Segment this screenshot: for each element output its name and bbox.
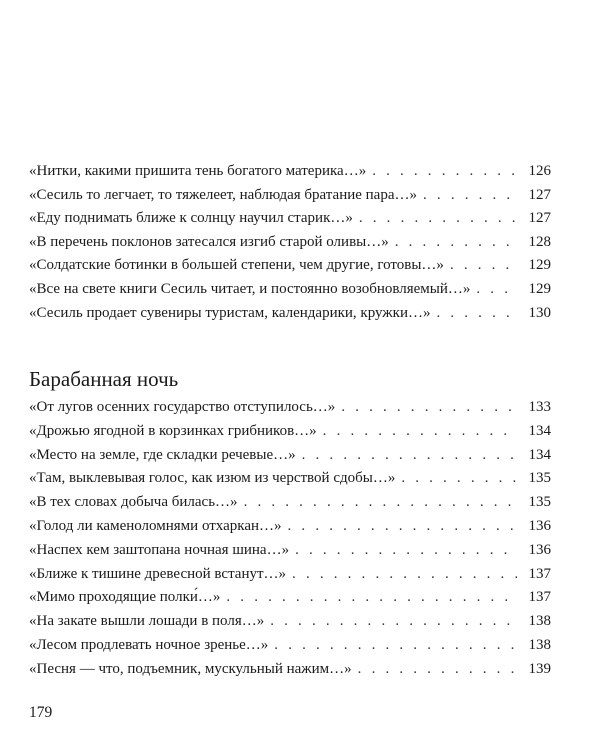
- toc-entry-page: 137: [528, 565, 551, 582]
- toc-entry-title: «Нитки, какими пришита тень богатого материка…»: [29, 163, 367, 179]
- dot-leader: [423, 187, 517, 204]
- toc-entry-title: «Песня — что, подъемник, мускульный нажим…»: [29, 660, 352, 677]
- toc-entry: [29, 423, 551, 447]
- toc-entry: [29, 281, 551, 305]
- toc-entry-page: 127: [528, 186, 551, 203]
- dot-leader: [359, 210, 517, 227]
- dot-leader: [295, 542, 517, 559]
- toc-entry: [29, 187, 551, 211]
- toc-entry-title: «Дрожью ягодной в корзинках грибников…»: [29, 422, 317, 439]
- toc-entry-title: «Солдатские ботинки в большей степени, чем другие, готовы…»: [29, 257, 444, 274]
- toc-entry: [29, 637, 551, 661]
- toc-entry-page: 133: [528, 399, 551, 415]
- dot-leader: [226, 589, 517, 606]
- toc-entry-page: 138: [528, 613, 551, 630]
- dot-leader: [302, 447, 517, 464]
- dot-leader: [450, 257, 517, 274]
- dot-leader: [476, 281, 517, 298]
- toc-entry-title: «Место на земле, где складки речевые…»: [29, 446, 296, 463]
- toc-entry: [29, 589, 551, 613]
- toc-entry-title: «На закате вышли лошади в поля…»: [29, 613, 265, 630]
- toc-entry: [29, 542, 551, 566]
- toc-entry: [29, 613, 551, 637]
- toc-entry-page: 129: [528, 257, 551, 274]
- toc-list-section: [29, 399, 551, 685]
- toc-entry-title: «Лесом продлевать ночное зренье…»: [29, 636, 269, 653]
- toc-entry-title: «Все на свете книги Сесиль читает, и постоянно возобновляемый…»: [29, 280, 471, 297]
- toc-entry-page: 135: [528, 494, 551, 511]
- dot-leader: [401, 470, 517, 487]
- dot-leader: [288, 518, 517, 535]
- toc-entry-title: «Еду поднимать ближе к солнцу научил старик…»: [29, 210, 353, 227]
- toc-entry-page: 130: [528, 304, 551, 321]
- dot-leader: [372, 163, 517, 180]
- toc-entry: [29, 210, 551, 234]
- toc-entry-page: 129: [528, 280, 551, 297]
- dot-leader: [323, 423, 517, 440]
- toc-entry-title: «В перечень поклонов затесался изгиб старой оливы…»: [29, 233, 389, 250]
- toc-entry: [29, 234, 551, 258]
- toc-entry-page: 137: [528, 589, 551, 606]
- toc-entry-page: 134: [528, 422, 551, 439]
- toc-entry: [29, 518, 551, 542]
- section-heading: Барабанная ночь: [29, 367, 179, 391]
- dot-leader: [270, 613, 517, 630]
- toc-entry-title: «Наспех кем заштопана ночная шина…»: [29, 541, 290, 558]
- dot-leader: [395, 234, 517, 251]
- toc-entry-title: «Мимо проходящие полки́…»: [29, 589, 221, 606]
- toc-entry: [29, 566, 551, 590]
- page-number: 179: [29, 704, 53, 721]
- toc-entry-page: 128: [528, 233, 551, 250]
- dot-leader: [292, 566, 517, 583]
- toc-entry: [29, 163, 551, 187]
- toc-entry-title: «От лугов осенних государство отступилось…»: [29, 399, 336, 415]
- toc-entry-title: «Сесиль продает сувениры туристам, календарики, кружки…»: [29, 304, 431, 321]
- toc-entry-page: 135: [528, 470, 551, 487]
- toc-entry-page: 127: [528, 210, 551, 227]
- toc-entry: [29, 447, 551, 471]
- toc-entry-page: 138: [528, 636, 551, 653]
- dot-leader: [358, 661, 517, 678]
- toc-entry-page: 136: [528, 517, 551, 534]
- toc-entry-title: «Ближе к тишине древесной встанут…»: [29, 565, 287, 582]
- dot-leader: [244, 494, 517, 511]
- toc-entry-title: «В тех словах добыча билась…»: [29, 494, 238, 511]
- dot-leader: [436, 305, 517, 322]
- dot-leader: [274, 637, 517, 654]
- toc-entry-title: «Там, выклевывая голос, как изюм из черствой сдобы…»: [29, 470, 396, 487]
- toc-entry-page: 126: [528, 163, 551, 179]
- toc-entry: [29, 305, 551, 329]
- dot-leader: [341, 399, 517, 416]
- toc-list-top: [29, 163, 551, 328]
- toc-entry-title: «Голод ли каменоломнями отхаркан…»: [29, 517, 282, 534]
- toc-entry-page: 136: [528, 541, 551, 558]
- toc-entry: [29, 494, 551, 518]
- toc-entry: [29, 470, 551, 494]
- toc-entry: [29, 257, 551, 281]
- toc-entry-page: 139: [528, 660, 551, 677]
- toc-entry: [29, 661, 551, 685]
- toc-entry-page: 134: [528, 446, 551, 463]
- toc-entry-title: «Сесиль то легчает, то тяжелеет, наблюдая братание пара…»: [29, 186, 418, 203]
- toc-entry: [29, 399, 551, 423]
